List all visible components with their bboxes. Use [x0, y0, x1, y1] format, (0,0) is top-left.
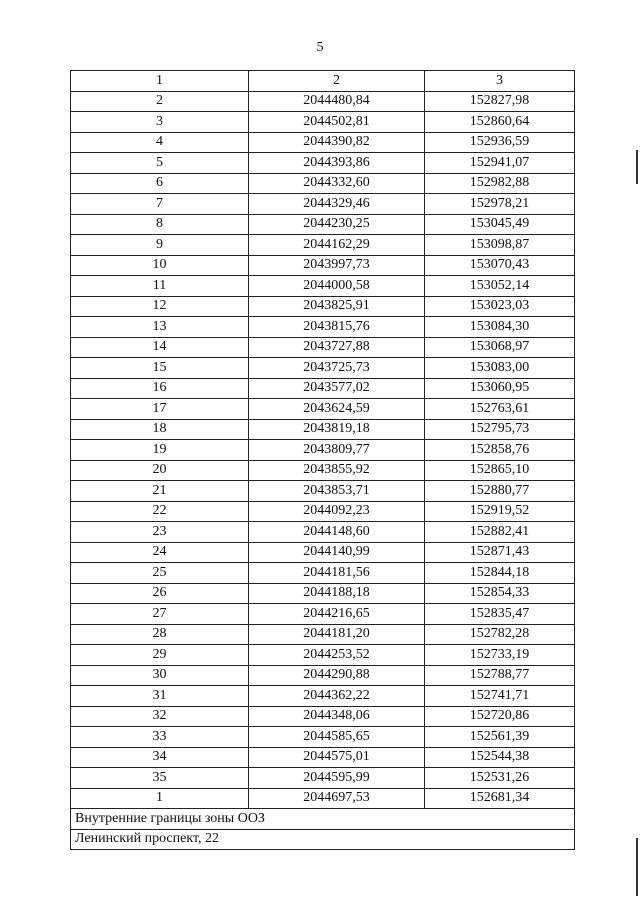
y-coordinate-cell: 152835,47 [425, 604, 575, 625]
x-coordinate-cell: 2044595,99 [249, 768, 425, 789]
x-coordinate-cell: 2044290,88 [249, 665, 425, 686]
x-coordinate-cell: 2043825,91 [249, 296, 425, 317]
y-coordinate-cell: 153045,49 [425, 214, 575, 235]
x-coordinate-cell: 2043725,73 [249, 358, 425, 379]
x-coordinate-cell: 2043727,88 [249, 337, 425, 358]
table-header-row [71, 71, 575, 92]
point-number-cell: 8 [71, 214, 249, 235]
table-row [71, 358, 575, 379]
table-row [71, 501, 575, 522]
coordinates-table [70, 70, 575, 850]
y-coordinate-cell: 152788,77 [425, 665, 575, 686]
y-coordinate-cell: 152936,59 [425, 132, 575, 153]
x-coordinate-cell: 2044390,82 [249, 132, 425, 153]
y-coordinate-cell: 152782,28 [425, 624, 575, 645]
point-number-cell: 3 [71, 112, 249, 133]
point-number-cell: 5 [71, 153, 249, 174]
y-coordinate-cell: 152763,61 [425, 399, 575, 420]
point-number-cell: 22 [71, 501, 249, 522]
point-number-cell: 13 [71, 317, 249, 338]
point-number-cell: 10 [71, 255, 249, 276]
x-coordinate-cell: 2044697,53 [249, 788, 425, 809]
point-number-cell: 29 [71, 645, 249, 666]
x-coordinate-cell: 2043577,02 [249, 378, 425, 399]
point-number-cell: 15 [71, 358, 249, 379]
y-coordinate-cell: 152741,71 [425, 686, 575, 707]
point-number-cell: 26 [71, 583, 249, 604]
table-row [71, 522, 575, 543]
point-number-cell: 28 [71, 624, 249, 645]
y-coordinate-cell: 152561,39 [425, 727, 575, 748]
table-row [71, 481, 575, 502]
table-row [71, 276, 575, 297]
column-header-3: 3 [425, 71, 575, 92]
x-coordinate-cell: 2043853,71 [249, 481, 425, 502]
x-coordinate-cell: 2044362,22 [249, 686, 425, 707]
point-number-cell: 16 [71, 378, 249, 399]
table-row [71, 378, 575, 399]
table-row [71, 173, 575, 194]
x-coordinate-cell: 2044502,81 [249, 112, 425, 133]
table-row [71, 317, 575, 338]
point-number-cell: 21 [71, 481, 249, 502]
x-coordinate-cell: 2044329,46 [249, 194, 425, 215]
point-number-cell: 34 [71, 747, 249, 768]
point-number-cell: 20 [71, 460, 249, 481]
point-number-cell: 9 [71, 235, 249, 256]
y-coordinate-cell: 152531,26 [425, 768, 575, 789]
x-coordinate-cell: 2044393,86 [249, 153, 425, 174]
x-coordinate-cell: 2044181,56 [249, 563, 425, 584]
table-row [71, 686, 575, 707]
y-coordinate-cell: 153052,14 [425, 276, 575, 297]
table-row [71, 419, 575, 440]
x-coordinate-cell: 2044348,06 [249, 706, 425, 727]
point-number-cell: 24 [71, 542, 249, 563]
table-row [71, 337, 575, 358]
x-coordinate-cell: 2043809,77 [249, 440, 425, 461]
y-coordinate-cell: 153083,00 [425, 358, 575, 379]
table-row [71, 768, 575, 789]
table-row [71, 542, 575, 563]
table-row [71, 706, 575, 727]
y-coordinate-cell: 152858,76 [425, 440, 575, 461]
y-coordinate-cell: 152871,43 [425, 542, 575, 563]
scan-edge-mark [636, 150, 638, 184]
y-coordinate-cell: 152882,41 [425, 522, 575, 543]
y-coordinate-cell: 152860,64 [425, 112, 575, 133]
table-row [71, 112, 575, 133]
point-number-cell: 2 [71, 91, 249, 112]
x-coordinate-cell: 2043855,92 [249, 460, 425, 481]
y-coordinate-cell: 152795,73 [425, 419, 575, 440]
table-row [71, 153, 575, 174]
point-number-cell: 31 [71, 686, 249, 707]
x-coordinate-cell: 2044140,99 [249, 542, 425, 563]
point-number-cell: 32 [71, 706, 249, 727]
y-coordinate-cell: 152978,21 [425, 194, 575, 215]
x-coordinate-cell: 2044480,84 [249, 91, 425, 112]
y-coordinate-cell: 152919,52 [425, 501, 575, 522]
point-number-cell: 7 [71, 194, 249, 215]
y-coordinate-cell: 152982,88 [425, 173, 575, 194]
table-note: Ленинский проспект, 22 [71, 829, 575, 850]
point-number-cell: 4 [71, 132, 249, 153]
x-coordinate-cell: 2044575,01 [249, 747, 425, 768]
table-note-row [71, 829, 575, 850]
y-coordinate-cell: 152854,33 [425, 583, 575, 604]
page-number: 5 [316, 40, 324, 55]
table-row [71, 788, 575, 809]
table-row [71, 460, 575, 481]
point-number-cell: 12 [71, 296, 249, 317]
table-row [71, 604, 575, 625]
x-coordinate-cell: 2044332,60 [249, 173, 425, 194]
table-row [71, 563, 575, 584]
point-number-cell: 17 [71, 399, 249, 420]
y-coordinate-cell: 152720,86 [425, 706, 575, 727]
y-coordinate-cell: 152827,98 [425, 91, 575, 112]
y-coordinate-cell: 152544,38 [425, 747, 575, 768]
table-row [71, 624, 575, 645]
y-coordinate-cell: 152844,18 [425, 563, 575, 584]
point-number-cell: 11 [71, 276, 249, 297]
point-number-cell: 23 [71, 522, 249, 543]
point-number-cell: 6 [71, 173, 249, 194]
point-number-cell: 33 [71, 727, 249, 748]
table-row [71, 194, 575, 215]
point-number-cell: 14 [71, 337, 249, 358]
table-row [71, 440, 575, 461]
column-header-1: 1 [71, 71, 249, 92]
scan-edge-mark [636, 838, 638, 896]
y-coordinate-cell: 152733,19 [425, 645, 575, 666]
table-row [71, 214, 575, 235]
table-row [71, 235, 575, 256]
y-coordinate-cell: 152865,10 [425, 460, 575, 481]
table-row [71, 399, 575, 420]
point-number-cell: 30 [71, 665, 249, 686]
table-note: Внутренние границы зоны ООЗ [71, 809, 575, 830]
y-coordinate-cell: 153068,97 [425, 337, 575, 358]
y-coordinate-cell: 152941,07 [425, 153, 575, 174]
table-row [71, 132, 575, 153]
x-coordinate-cell: 2043997,73 [249, 255, 425, 276]
point-number-cell: 25 [71, 563, 249, 584]
y-coordinate-cell: 153070,43 [425, 255, 575, 276]
y-coordinate-cell: 152681,34 [425, 788, 575, 809]
y-coordinate-cell: 152880,77 [425, 481, 575, 502]
y-coordinate-cell: 153084,30 [425, 317, 575, 338]
x-coordinate-cell: 2044148,60 [249, 522, 425, 543]
column-header-2: 2 [249, 71, 425, 92]
x-coordinate-cell: 2044253,52 [249, 645, 425, 666]
x-coordinate-cell: 2044181,20 [249, 624, 425, 645]
x-coordinate-cell: 2044162,29 [249, 235, 425, 256]
point-number-cell: 19 [71, 440, 249, 461]
x-coordinate-cell: 2044585,65 [249, 727, 425, 748]
table-row [71, 255, 575, 276]
y-coordinate-cell: 153023,03 [425, 296, 575, 317]
point-number-cell: 18 [71, 419, 249, 440]
x-coordinate-cell: 2043815,76 [249, 317, 425, 338]
table-row [71, 583, 575, 604]
y-coordinate-cell: 153060,95 [425, 378, 575, 399]
point-number-cell: 1 [71, 788, 249, 809]
table-note-row [71, 809, 575, 830]
table-row [71, 91, 575, 112]
table-row [71, 296, 575, 317]
x-coordinate-cell: 2043624,59 [249, 399, 425, 420]
x-coordinate-cell: 2043819,18 [249, 419, 425, 440]
table-row [71, 645, 575, 666]
point-number-cell: 27 [71, 604, 249, 625]
x-coordinate-cell: 2044216,65 [249, 604, 425, 625]
coordinates-table-body [71, 71, 575, 850]
y-coordinate-cell: 153098,87 [425, 235, 575, 256]
x-coordinate-cell: 2044092,23 [249, 501, 425, 522]
point-number-cell: 35 [71, 768, 249, 789]
x-coordinate-cell: 2044230,25 [249, 214, 425, 235]
table-row [71, 727, 575, 748]
table-row [71, 747, 575, 768]
table-row [71, 665, 575, 686]
x-coordinate-cell: 2044188,18 [249, 583, 425, 604]
x-coordinate-cell: 2044000,58 [249, 276, 425, 297]
